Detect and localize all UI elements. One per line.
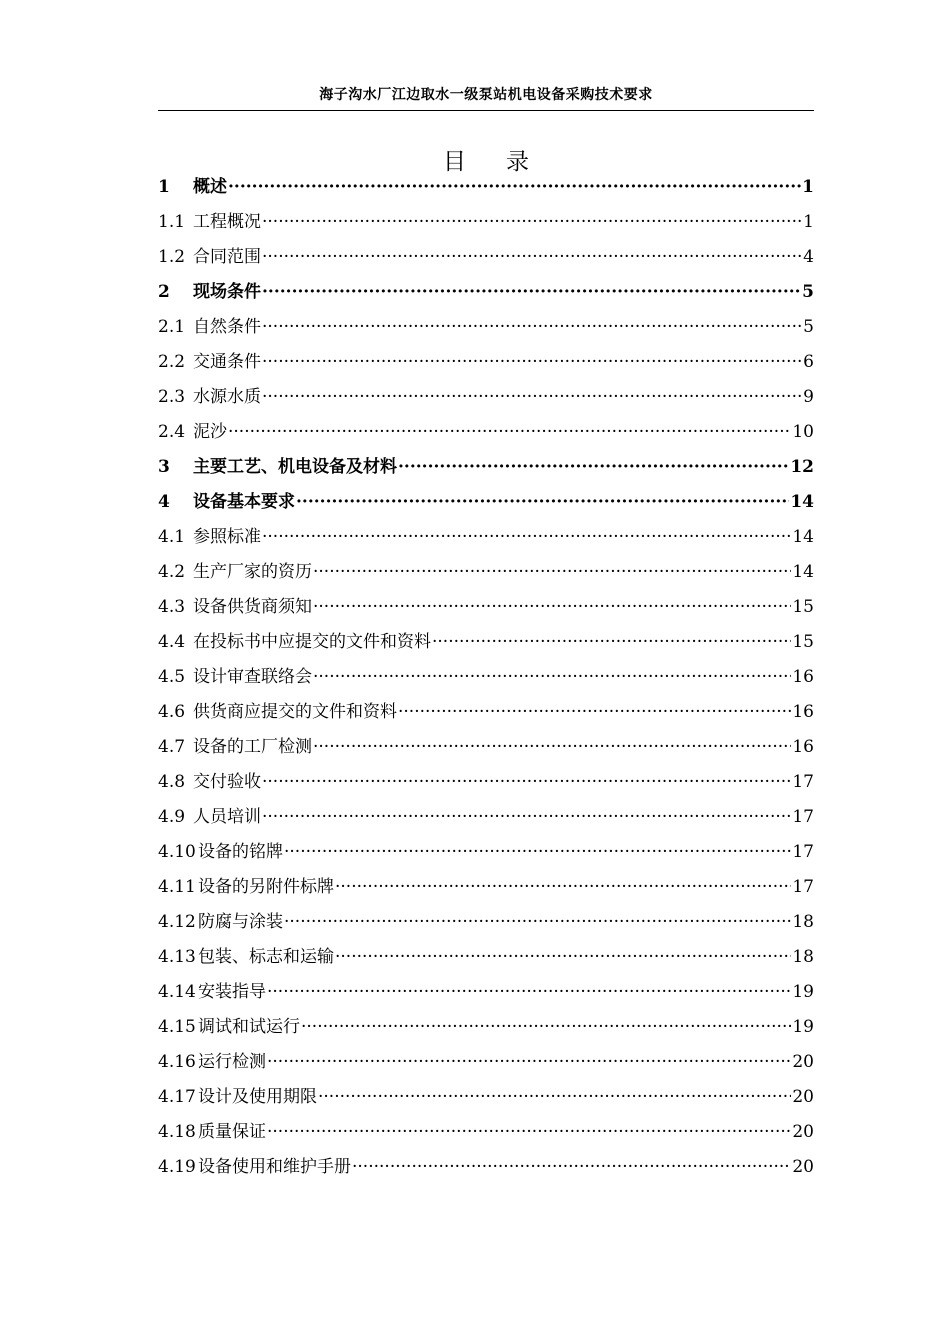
toc-entry[interactable] (158, 415, 814, 450)
toc-entry-page-number: 19 (792, 982, 814, 1002)
toc-entry-title: 在投标书中应提交的文件和资料 (193, 632, 431, 652)
toc-entry-page-number: 18 (792, 912, 814, 932)
toc-dot-leader (284, 905, 791, 940)
toc-entry-page-number: 18 (792, 947, 814, 967)
toc-entry-number: 4.14 (158, 982, 196, 1002)
toc-entry[interactable] (158, 345, 814, 380)
toc-entry[interactable] (158, 940, 814, 975)
toc-entry[interactable] (158, 380, 814, 415)
toc-entry-title: 安装指导 (198, 982, 266, 1002)
toc-entry[interactable] (158, 1150, 814, 1185)
toc-dot-leader (262, 765, 791, 800)
toc-entry-number: 4.4 (158, 632, 186, 652)
toc-entry-page-number: 5 (803, 317, 814, 337)
header-rule (158, 110, 814, 111)
toc-dot-leader (313, 660, 791, 695)
toc-entry-number: 4.9 (158, 807, 186, 827)
toc-entry[interactable] (158, 275, 814, 310)
toc-entry-title: 设备供货商须知 (193, 597, 312, 617)
toc-entry-title: 包装、标志和运输 (198, 947, 334, 967)
toc-entry-page-number: 17 (792, 772, 814, 792)
toc-entry-number: 4.18 (158, 1122, 196, 1142)
table-of-contents (158, 170, 814, 1185)
toc-entry-title: 设计及使用期限 (198, 1087, 317, 1107)
toc-dot-leader (228, 415, 791, 450)
toc-entry-title: 主要工艺、机电设备及材料 (193, 457, 397, 477)
toc-title: 目录 (443, 149, 569, 175)
toc-entry-number: 4 (158, 492, 170, 512)
toc-entry-number: 4.10 (158, 842, 196, 862)
toc-entry-title: 现场条件 (193, 282, 261, 302)
toc-entry-title: 水源水质 (193, 387, 261, 407)
toc-dot-leader (335, 870, 791, 905)
toc-entry-number: 4.1 (158, 527, 186, 547)
toc-entry[interactable] (158, 1010, 814, 1045)
toc-entry-page-number: 14 (792, 562, 814, 582)
toc-entry[interactable] (158, 835, 814, 870)
toc-entry-title: 设备使用和维护手册 (198, 1157, 351, 1177)
toc-entry-page-number: 10 (792, 422, 814, 442)
toc-entry-page-number: 15 (792, 597, 814, 617)
toc-entry-title: 运行检测 (198, 1052, 266, 1072)
toc-dot-leader (398, 695, 791, 730)
toc-entry-number: 4.12 (158, 912, 196, 932)
toc-entry-page-number: 9 (803, 387, 814, 407)
toc-entry-page-number: 20 (792, 1087, 814, 1107)
toc-entry-title: 调试和试运行 (198, 1017, 300, 1037)
toc-entry-number: 4.17 (158, 1087, 196, 1107)
toc-entry-page-number: 20 (792, 1157, 814, 1177)
toc-entry[interactable] (158, 625, 814, 660)
toc-dot-leader (432, 625, 791, 660)
toc-dot-leader (262, 520, 791, 555)
toc-dot-leader (262, 205, 802, 240)
toc-entry-number: 2.4 (158, 422, 186, 442)
toc-entry[interactable] (158, 520, 814, 555)
toc-entry[interactable] (158, 590, 814, 625)
toc-entry[interactable] (158, 450, 814, 485)
toc-entry-title: 自然条件 (193, 317, 261, 337)
toc-dot-leader (398, 450, 789, 485)
toc-dot-leader (352, 1150, 791, 1185)
toc-entry[interactable] (158, 765, 814, 800)
toc-dot-leader (228, 170, 801, 205)
toc-entry-title: 交付验收 (193, 772, 261, 792)
toc-dot-leader (262, 800, 791, 835)
toc-entry-page-number: 17 (792, 877, 814, 897)
toc-entry-number: 2.1 (158, 317, 186, 337)
toc-entry-title: 设备的另附件标牌 (198, 877, 334, 897)
toc-entry-page-number: 5 (802, 282, 814, 302)
page-header: 海子沟水厂江边取水一级泵站机电设备采购技术要求 (319, 87, 653, 103)
toc-entry[interactable] (158, 975, 814, 1010)
toc-entry-page-number: 20 (792, 1052, 814, 1072)
toc-entry-page-number: 1 (802, 177, 814, 197)
toc-entry-title: 人员培训 (193, 807, 261, 827)
toc-entry-page-number: 17 (792, 807, 814, 827)
toc-entry[interactable] (158, 870, 814, 905)
toc-entry-number: 1.2 (158, 247, 186, 267)
toc-dot-leader (301, 1010, 791, 1045)
toc-entry-title: 交通条件 (193, 352, 261, 372)
toc-entry-page-number: 1 (803, 212, 814, 232)
toc-entry-title: 合同范围 (193, 247, 261, 267)
toc-dot-leader (267, 1115, 791, 1150)
toc-entry[interactable] (158, 1080, 814, 1115)
toc-entry-title: 供货商应提交的文件和资料 (193, 702, 397, 722)
toc-entry-page-number: 20 (792, 1122, 814, 1142)
toc-entry-page-number: 19 (792, 1017, 814, 1037)
toc-entry-number: 4.8 (158, 772, 186, 792)
toc-entry[interactable] (158, 800, 814, 835)
toc-entry-page-number: 14 (790, 492, 814, 512)
toc-entry-page-number: 4 (803, 247, 814, 267)
toc-entry-title: 泥沙 (193, 422, 227, 442)
toc-dot-leader (284, 835, 791, 870)
toc-entry-number: 4.11 (158, 877, 196, 897)
toc-dot-leader (335, 940, 791, 975)
toc-dot-leader (262, 240, 802, 275)
toc-entry-page-number: 16 (792, 702, 814, 722)
toc-entry-page-number: 15 (792, 632, 814, 652)
toc-entry-title: 参照标准 (193, 527, 261, 547)
toc-entry-number: 4.13 (158, 947, 196, 967)
toc-entry-number: 1 (158, 177, 170, 197)
toc-entry[interactable] (158, 310, 814, 345)
toc-entry-title: 质量保证 (198, 1122, 266, 1142)
toc-entry[interactable] (158, 730, 814, 765)
toc-entry-title: 设计审查联络会 (193, 667, 312, 687)
toc-dot-leader (267, 1045, 791, 1080)
toc-entry[interactable] (158, 240, 814, 275)
toc-entry-number: 4.15 (158, 1017, 196, 1037)
toc-entry-page-number: 6 (803, 352, 814, 372)
toc-dot-leader (296, 485, 789, 520)
toc-entry[interactable] (158, 905, 814, 940)
toc-dot-leader (262, 275, 801, 310)
toc-entry-number: 4.6 (158, 702, 186, 722)
toc-dot-leader (313, 555, 791, 590)
toc-entry[interactable] (158, 660, 814, 695)
toc-entry[interactable] (158, 485, 814, 520)
toc-entry[interactable] (158, 170, 814, 205)
toc-entry-page-number: 12 (790, 457, 814, 477)
toc-entry-title: 设备的工厂检测 (193, 737, 312, 757)
toc-entry-number: 4.5 (158, 667, 186, 687)
toc-entry-number: 4.2 (158, 562, 186, 582)
toc-entry[interactable] (158, 205, 814, 240)
toc-entry[interactable] (158, 1115, 814, 1150)
toc-entry-page-number: 14 (792, 527, 814, 547)
toc-entry-number: 4.16 (158, 1052, 196, 1072)
toc-entry-number: 4.7 (158, 737, 186, 757)
toc-entry-number: 2.2 (158, 352, 186, 372)
toc-entry-number: 1.1 (158, 212, 186, 232)
toc-entry-number: 3 (158, 457, 170, 477)
toc-entry-number: 4.19 (158, 1157, 196, 1177)
toc-entry[interactable] (158, 695, 814, 730)
toc-entry-page-number: 16 (792, 667, 814, 687)
toc-entry-title: 概述 (193, 177, 227, 197)
toc-dot-leader (262, 345, 802, 380)
toc-entry-title: 设备的铭牌 (198, 842, 283, 862)
toc-entry-title: 设备基本要求 (193, 492, 295, 512)
toc-dot-leader (318, 1080, 791, 1115)
toc-dot-leader (262, 310, 802, 345)
toc-entry[interactable] (158, 555, 814, 590)
toc-entry-number: 2 (158, 282, 170, 302)
toc-entry-page-number: 16 (792, 737, 814, 757)
toc-entry-page-number: 17 (792, 842, 814, 862)
toc-entry[interactable] (158, 1045, 814, 1080)
toc-dot-leader (267, 975, 791, 1010)
toc-entry-title: 工程概况 (193, 212, 261, 232)
toc-entry-number: 4.3 (158, 597, 186, 617)
toc-dot-leader (313, 730, 791, 765)
toc-entry-number: 2.3 (158, 387, 186, 407)
toc-dot-leader (262, 380, 802, 415)
toc-entry-title: 生产厂家的资历 (193, 562, 312, 582)
toc-entry-title: 防腐与涂装 (198, 912, 283, 932)
toc-dot-leader (313, 590, 791, 625)
